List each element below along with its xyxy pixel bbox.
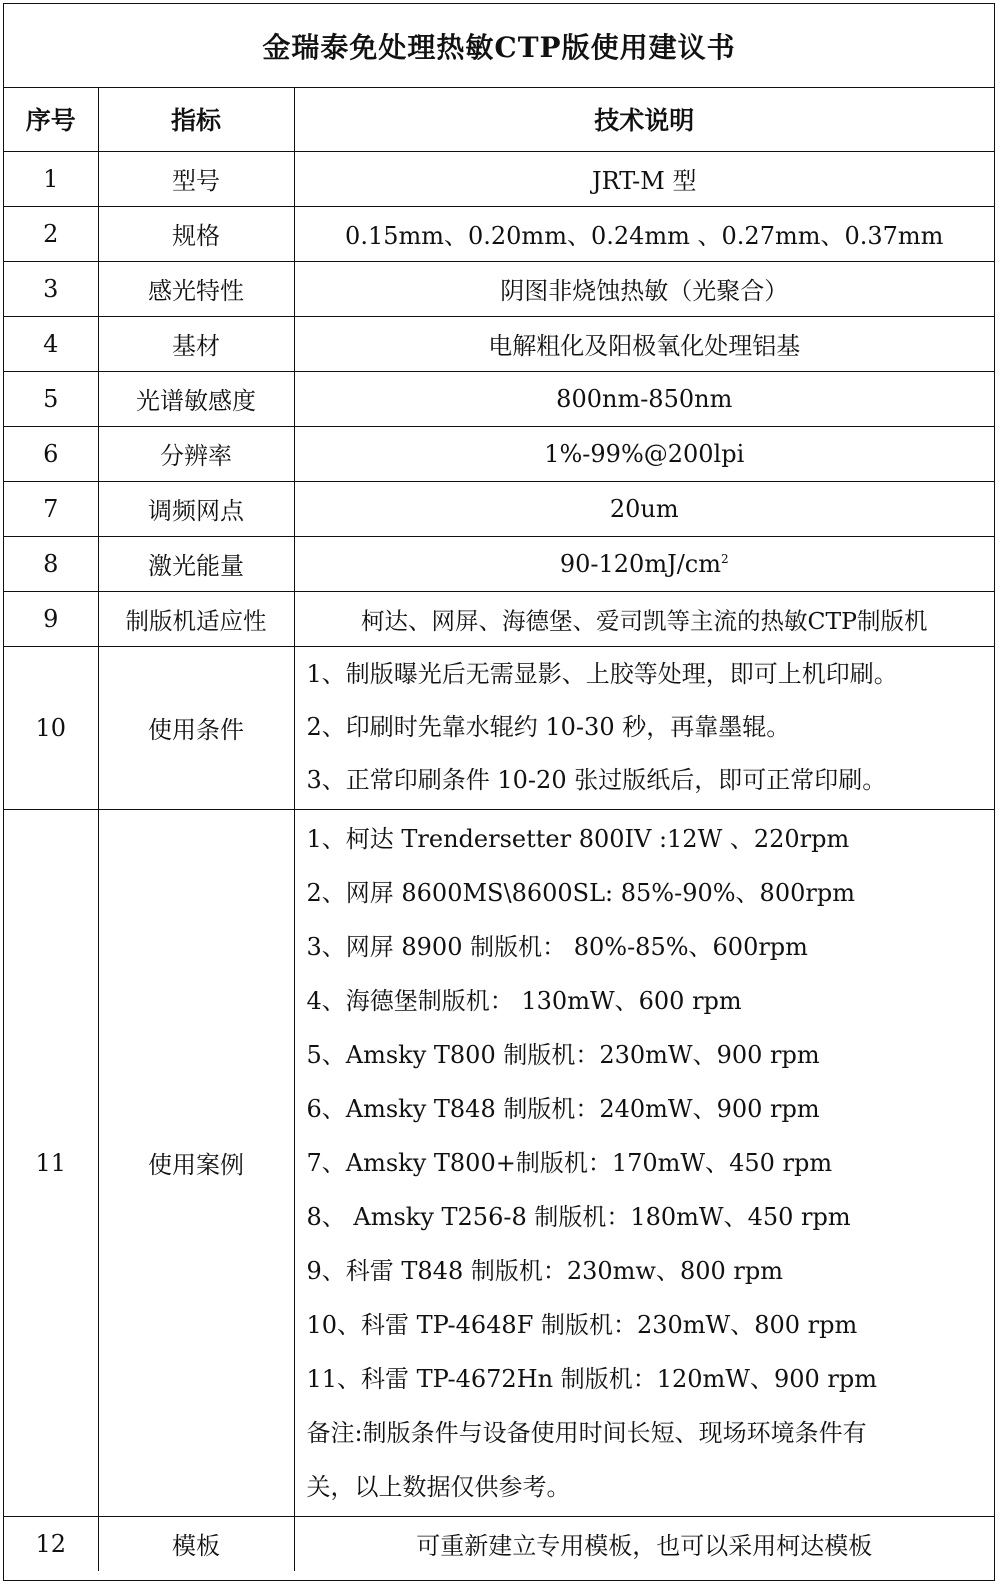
- row-indicator: 分辨率: [98, 426, 294, 481]
- row-indicator: 制版机适应性: [98, 591, 294, 646]
- list-item: 3、正常印刷条件 10-20 张过版纸后，即可正常印刷。: [306, 766, 887, 794]
- row-indicator: 规格: [98, 206, 294, 261]
- table-row: [4, 206, 994, 261]
- list-item: 1、制版曝光后无需显影、上胶等处理，即可上机印刷。: [306, 660, 898, 688]
- row-indicator: 调频网点: [98, 481, 294, 536]
- usage-cases-list: [294, 809, 994, 1516]
- row-desc: 阴图非烧蚀热敏（光聚合）: [294, 261, 994, 316]
- row-indicator: 型号: [98, 151, 294, 206]
- row-desc: 电解粗化及阳极氧化处理铝基: [294, 316, 994, 371]
- table-row: [4, 426, 994, 481]
- list-item: 10、科雷 TP-4648F 制版机：230mW、800 rpm: [306, 1310, 858, 1339]
- table-header-row: [4, 88, 994, 151]
- note-line: 关，以上数据仅供参考。: [306, 1472, 571, 1501]
- list-item: 2、网屏 8600MS\8600SL: 85%-90%、800rpm: [306, 878, 855, 907]
- row-indicator: 激光能量: [98, 536, 294, 591]
- table-row: [4, 371, 994, 426]
- table-row-usage-cases: [4, 809, 994, 1516]
- note-line: 备注:制版条件与设备使用时间长短、现场环境条件有: [306, 1418, 867, 1447]
- row-num: 3: [4, 261, 98, 316]
- row-desc: 1%-99%@200lpi: [294, 426, 994, 481]
- list-item: 1、柯达 Trendersetter 800IV :12W 、220rpm: [306, 824, 850, 853]
- row-desc: 柯达、网屏、海德堡、爱司凯等主流的热敏CTP制版机: [294, 591, 994, 646]
- row-num: 7: [4, 481, 98, 536]
- row-indicator: 基材: [98, 316, 294, 371]
- header-desc: 技术说明: [294, 88, 994, 151]
- list-item: 9、科雷 T848 制版机：230mw、800 rpm: [306, 1256, 783, 1285]
- row-indicator: 感光特性: [98, 261, 294, 316]
- list-item: 5、Amsky T800 制版机：230mW、900 rpm: [306, 1040, 820, 1069]
- list-item: 11、科雷 TP-4672Hn 制版机：120mW、900 rpm: [306, 1364, 877, 1393]
- header-num: 序号: [4, 88, 98, 151]
- row-desc: [294, 536, 994, 591]
- list-item: 3、网屏 8900 制版机： 80%-85%、600rpm: [306, 932, 808, 961]
- row-num: 12: [4, 1516, 98, 1571]
- document-title: 金瑞泰免处理热敏CTP版使用建议书: [4, 4, 994, 88]
- row-desc: 20um: [294, 481, 994, 536]
- row-num: 9: [4, 591, 98, 646]
- row-num: 4: [4, 316, 98, 371]
- table-row: [4, 1516, 994, 1571]
- usage-conditions-list: [294, 646, 994, 809]
- row-indicator: 使用条件: [98, 646, 294, 809]
- row-desc: 800nm-850nm: [294, 371, 994, 426]
- table-row: [4, 591, 994, 646]
- row-num: 10: [4, 646, 98, 809]
- laser-energy-value: 90-120mJ/cm: [559, 549, 721, 578]
- row-num: 1: [4, 151, 98, 206]
- table-row: [4, 536, 994, 591]
- row-indicator: 模板: [98, 1516, 294, 1571]
- table-row: [4, 316, 994, 371]
- list-item: 2、印刷时先靠水辊约 10-30 秒，再靠墨辊。: [306, 713, 791, 741]
- superscript-2: 2: [720, 551, 729, 566]
- row-indicator: 使用案例: [98, 809, 294, 1516]
- row-num: 2: [4, 206, 98, 261]
- table-row: [4, 481, 994, 536]
- list-item: 6、Amsky T848 制版机：240mW、900 rpm: [306, 1094, 820, 1123]
- header-indicator: 指标: [98, 88, 294, 151]
- row-num: 5: [4, 371, 98, 426]
- row-indicator: 光谱敏感度: [98, 371, 294, 426]
- row-desc: 可重新建立专用模板，也可以采用柯达模板: [294, 1516, 994, 1571]
- row-desc: 0.15mm、0.20mm、0.24mm 、0.27mm、0.37mm: [294, 206, 994, 261]
- list-item: 7、Amsky T800+制版机：170mW、450 rpm: [306, 1148, 833, 1177]
- spec-document: [3, 3, 995, 1581]
- spec-table: [4, 88, 994, 1571]
- table-row: [4, 151, 994, 206]
- row-num: 6: [4, 426, 98, 481]
- row-num: 8: [4, 536, 98, 591]
- row-num: 11: [4, 809, 98, 1516]
- list-item: 8、 Amsky T256-8 制版机：180mW、450 rpm: [306, 1202, 851, 1231]
- list-item: 4、海德堡制版机： 130mW、600 rpm: [306, 986, 742, 1015]
- table-row: [4, 261, 994, 316]
- row-desc: JRT-M 型: [294, 151, 994, 206]
- table-row-usage-conditions: [4, 646, 994, 809]
